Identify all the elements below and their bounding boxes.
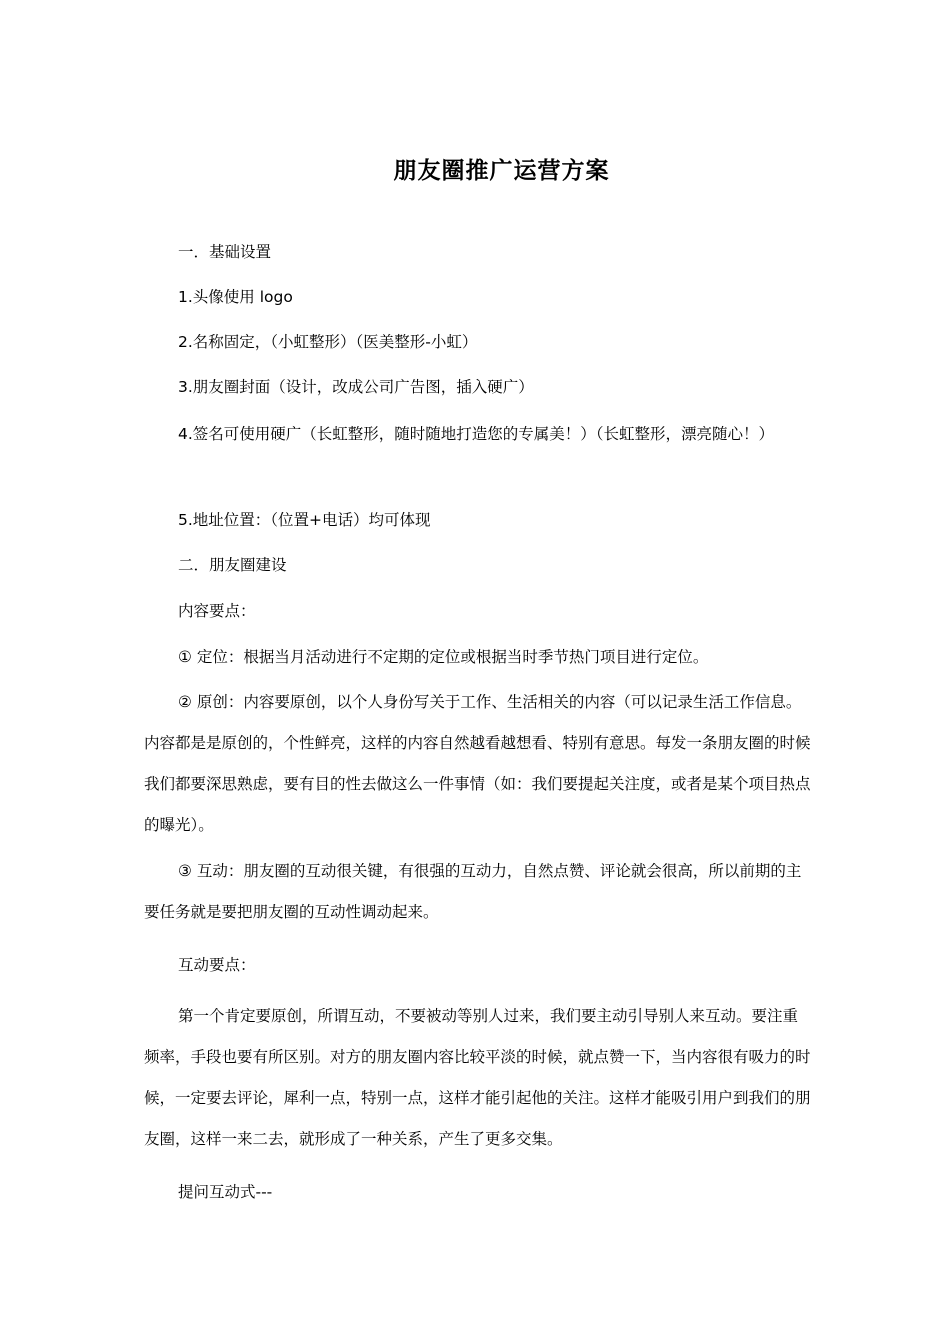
list-item-name: 2.名称固定，（小虹整形）（医美整形-小虹） [178,333,478,351]
point-originality: ② 原创：内容要原创，以个人身份写关于工作、生活相关的内容（可以记录生活工作信息。内容都是是原创的，个性鲜亮，这样的内容自然越看越想看、特别有意思。每发一条朋友圈的时候我们都要深思熟虑，要有目的性去做这么一件事情（如：我们要提起关注度，或者是某个项目热点的曝光）。 [144,693,811,834]
list-item-signature: 4.签名可使用硬广（长虹整形，随时随地打造您的专属美！）（长虹整形，漂亮随心！） [178,425,775,443]
point-interaction: ③ 互动：朋友圈的互动很关键，有很强的互动力，自然点赞、评论就会很高，所以前期的主要任务就是要把朋友圈的互动性调动起来。 [144,862,802,921]
list-item-cover: 3.朋友圈封面（设计，改成公司广告图，插入硬广） [178,378,534,396]
section-heading-moments-building: 二．朋友圈建设 [178,556,287,574]
interaction-paragraph: 第一个肯定要原创，所谓互动，不要被动等别人过来，我们要主动引导别人来互动。要注重频率，手段也要有所区别。对方的朋友圈内容比较平淡的时候，就点赞一下，当内容很有吸力的时候，一定要去评论，犀利一点，特别一点，这样才能引起他的关注。这样才能吸引用户到我们的朋友圈，这样一来二去，就形成了一种关系，产生了更多交集。 [144,1007,811,1148]
interaction-points-label: 互动要点： [178,956,256,974]
list-item-avatar: 1.头像使用 logo [178,288,293,306]
question-interaction-label: 提问互动式--- [178,1183,273,1201]
point-positioning: ① 定位：根据当月活动进行不定期的定位或根据当时季节热门项目进行定位。 [178,648,709,666]
section-heading-basic-settings: 一．基础设置 [178,243,272,261]
document-title: 朋友圈推广运营方案 [393,158,610,184]
content-points-label: 内容要点： [178,602,256,620]
list-item-address: 5.地址位置：（位置+电话）均可体现 [178,511,431,529]
